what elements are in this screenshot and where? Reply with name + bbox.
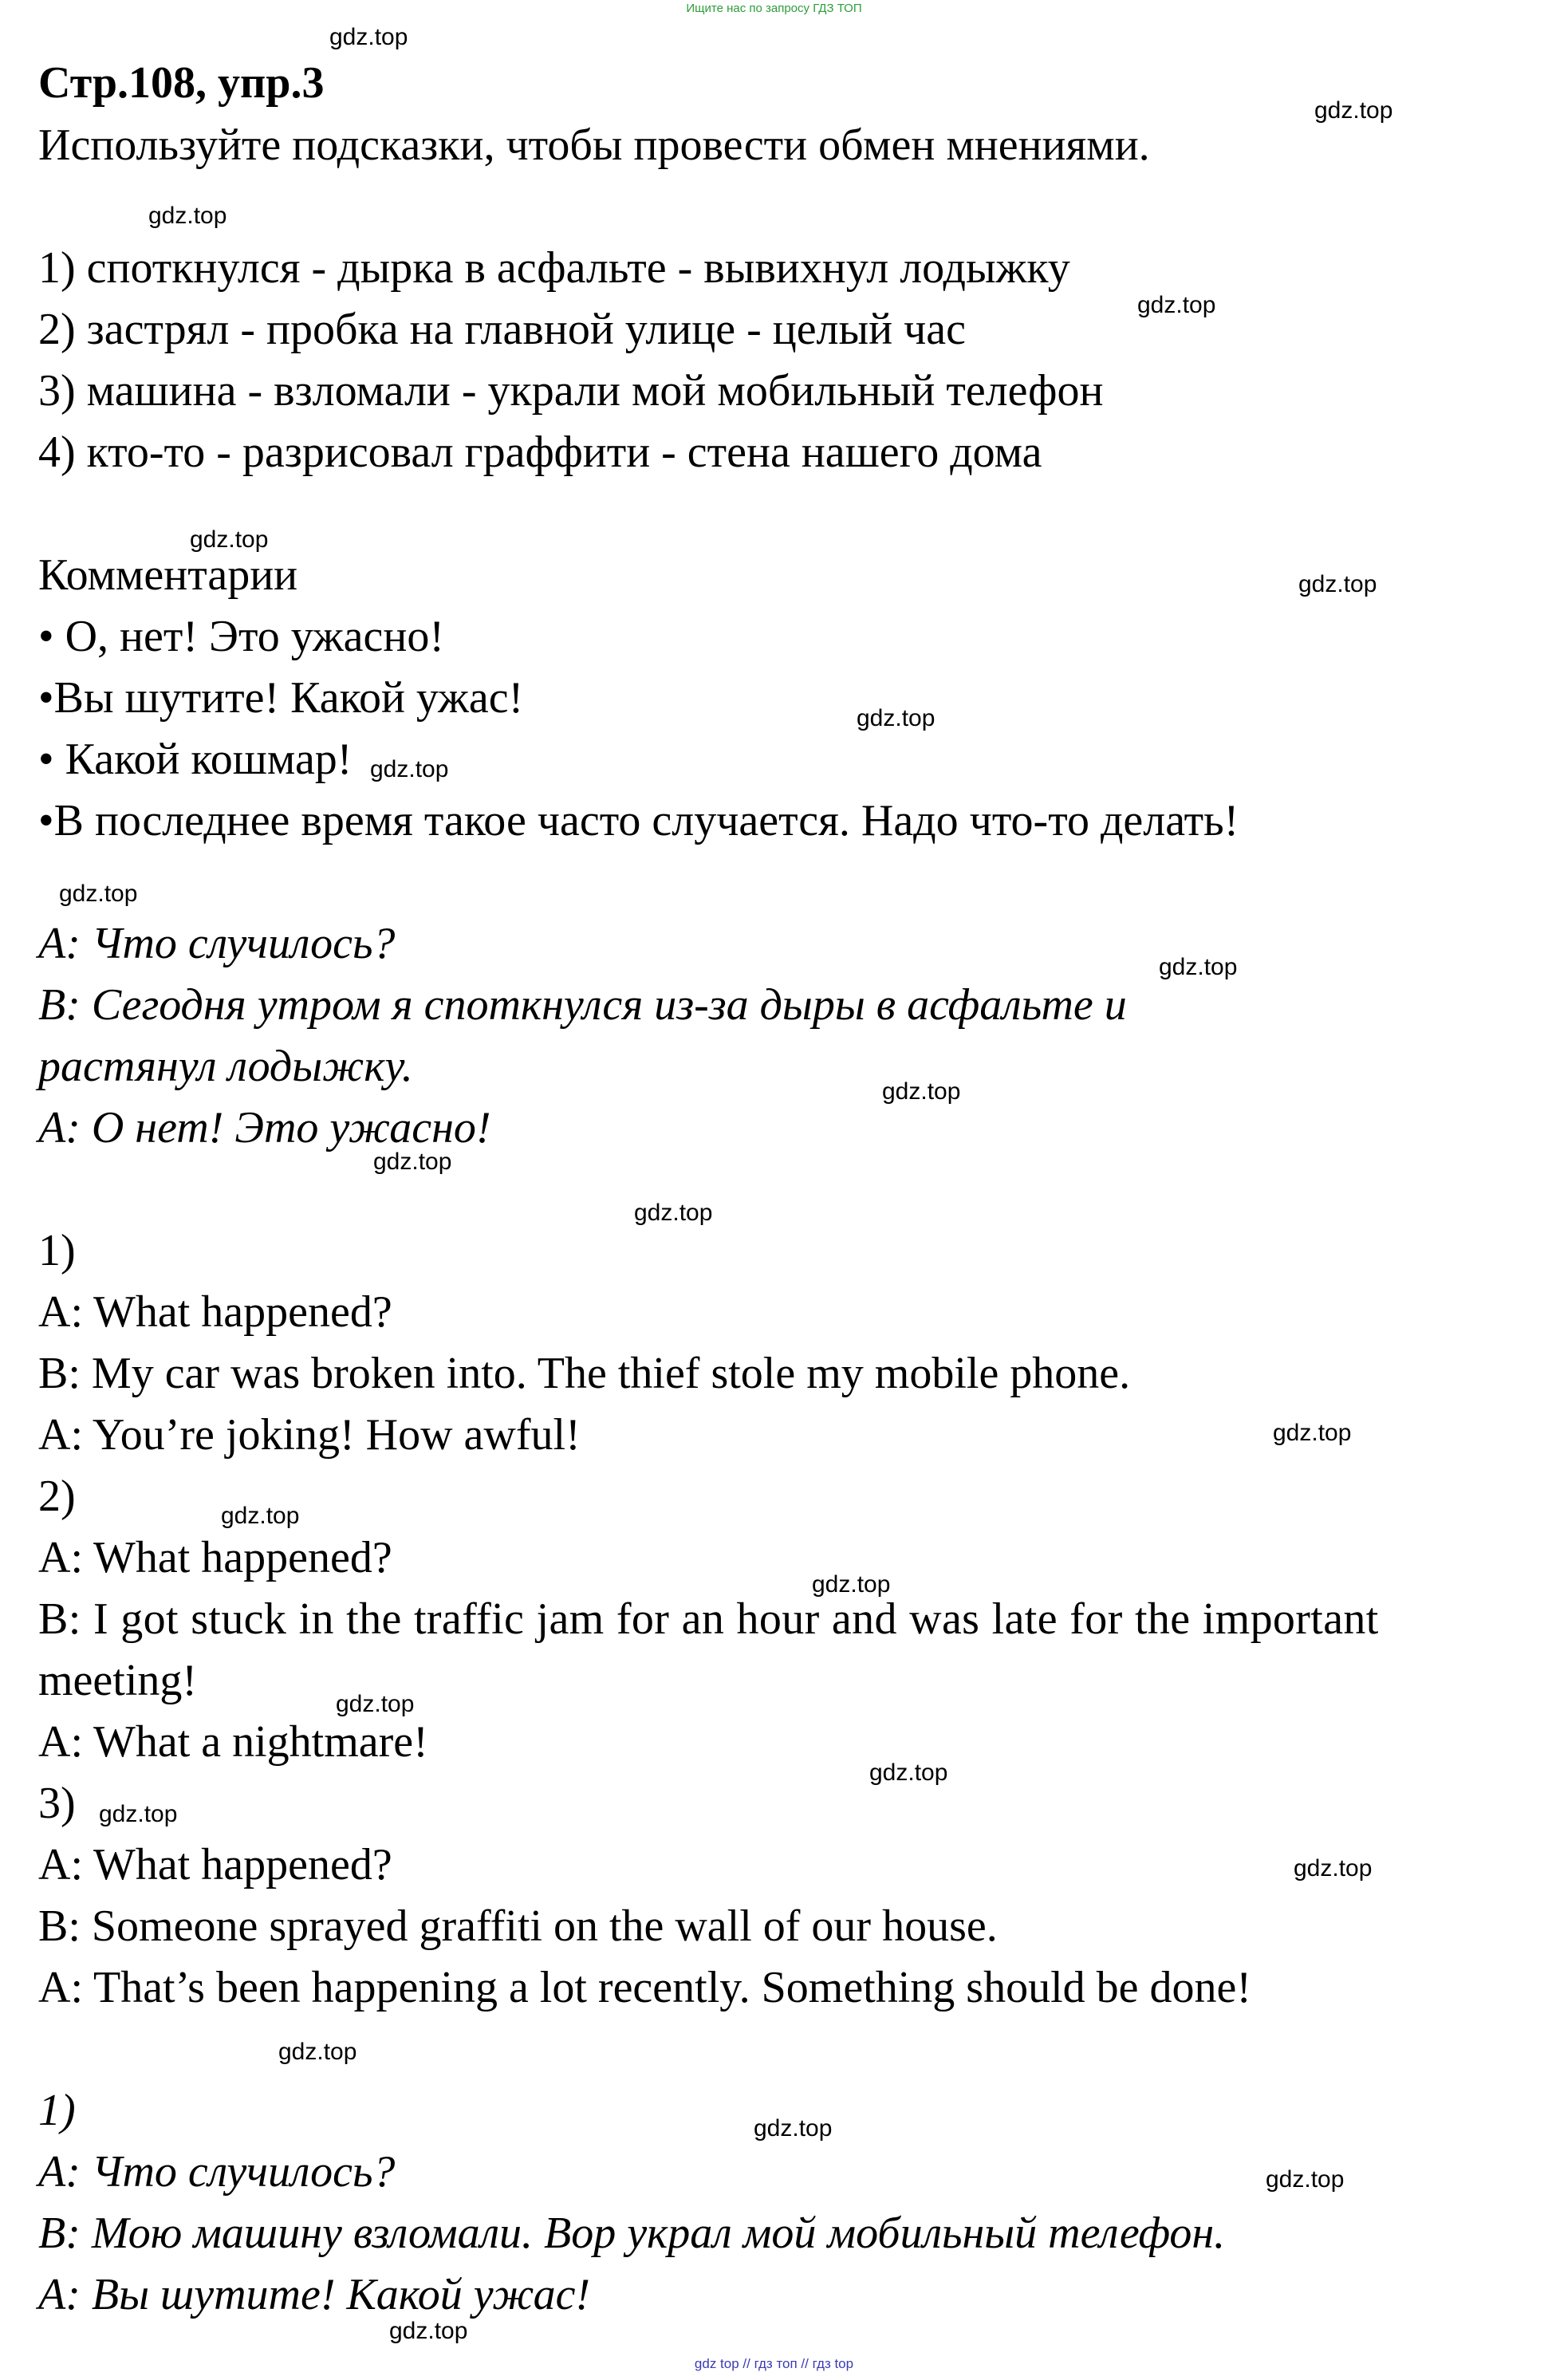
watermark: gdz.top <box>1137 292 1216 318</box>
watermark: gdz.top <box>882 1078 961 1105</box>
dialogue-line: B: Мою машину взломали. Вор украл мой мобильный телефон. <box>38 2209 1226 2258</box>
dialogue-line: A: What happened? <box>38 1840 392 1889</box>
comment-item: •Вы шутите! Какой ужас! <box>38 673 524 723</box>
prompt-item: 4) кто-то - разрисовал граффити - стена нашего дома <box>38 428 1042 477</box>
dialogue-number: 1) <box>38 2086 76 2135</box>
top-banner: Ищите нас по запросу ГДЗ ТОП <box>686 2 862 15</box>
watermark: gdz.top <box>59 881 138 907</box>
watermark: gdz.top <box>389 2318 468 2344</box>
watermark: gdz.top <box>329 24 408 50</box>
watermark: gdz.top <box>373 1149 452 1175</box>
dialogue-line: B: Someone sprayed graffiti on the wall of our house. <box>38 1901 998 1951</box>
watermark: gdz.top <box>857 705 935 731</box>
example-line: A: Что случилось? <box>38 919 396 968</box>
dialogue-line: A: You’re joking! How awful! <box>38 1410 581 1460</box>
watermark: gdz.top <box>1314 97 1393 124</box>
watermark: gdz.top <box>221 1503 300 1529</box>
watermark: gdz.top <box>634 1200 713 1226</box>
bottom-banner: gdz top // гдз топ // гдз top <box>694 2356 854 2371</box>
watermark: gdz.top <box>812 1571 891 1598</box>
comment-item: • О, нет! Это ужасно! <box>38 612 444 661</box>
dialogue-line: A: What happened? <box>38 1533 392 1582</box>
dialogue-line: A: What happened? <box>38 1287 392 1337</box>
watermark: gdz.top <box>278 2039 357 2065</box>
dialogue-line: meeting! <box>38 1656 198 1705</box>
watermark: gdz.top <box>1273 1420 1352 1446</box>
dialogue-line: A: Вы шутите! Какой ужас! <box>38 2270 591 2319</box>
example-line: растянул лодыжку. <box>38 1042 413 1091</box>
watermark: gdz.top <box>1298 571 1377 597</box>
dialogue-line: B: I got stuck in the traffic jam for an hour and was late for the important <box>38 1594 1379 1644</box>
watermark: gdz.top <box>754 2115 833 2142</box>
dialogue-number: 1) <box>38 1226 76 1275</box>
dialogue-line: A: That’s been happening a lot recently. Something should be done! <box>38 1963 1251 2012</box>
watermark: gdz.top <box>1294 1855 1373 1882</box>
watermark: gdz.top <box>1266 2166 1345 2193</box>
prompt-item: 2) застрял - пробка на главной улице - целый час <box>38 305 966 354</box>
watermark: gdz.top <box>190 526 269 553</box>
watermark: gdz.top <box>869 1759 948 1786</box>
comments-heading: Комментарии <box>38 550 298 600</box>
example-line: B: Сегодня утром я споткнулся из-за дыры в асфальте и <box>38 980 1127 1030</box>
watermark: gdz.top <box>336 1691 415 1717</box>
watermark: gdz.top <box>148 203 227 229</box>
dialogue-line: A: Что случилось? <box>38 2147 396 2197</box>
page-title: Стр.108, упр.3 <box>38 58 325 108</box>
prompt-item: 1) споткнулся - дырка в асфальте - вывихнул лодыжку <box>38 243 1070 293</box>
instruction-text: Используйте подсказки, чтобы провести обмен мнениями. <box>38 120 1150 170</box>
example-line: A: О нет! Это ужасно! <box>38 1103 491 1153</box>
comment-item: •В последнее время такое часто случается. Надо что-то делать! <box>38 796 1239 845</box>
comment-item: • Какой кошмар! <box>38 735 353 784</box>
dialogue-line: A: What a nightmare! <box>38 1717 428 1767</box>
watermark: gdz.top <box>370 756 449 782</box>
dialogue-number: 2) <box>38 1472 76 1521</box>
watermark: gdz.top <box>1159 954 1238 980</box>
watermark: gdz.top <box>99 1801 178 1827</box>
dialogue-line: B: My car was broken into. The thief stole my mobile phone. <box>38 1349 1131 1398</box>
prompt-item: 3) машина - взломали - украли мой мобильный телефон <box>38 366 1104 416</box>
dialogue-number: 3) <box>38 1779 76 1828</box>
